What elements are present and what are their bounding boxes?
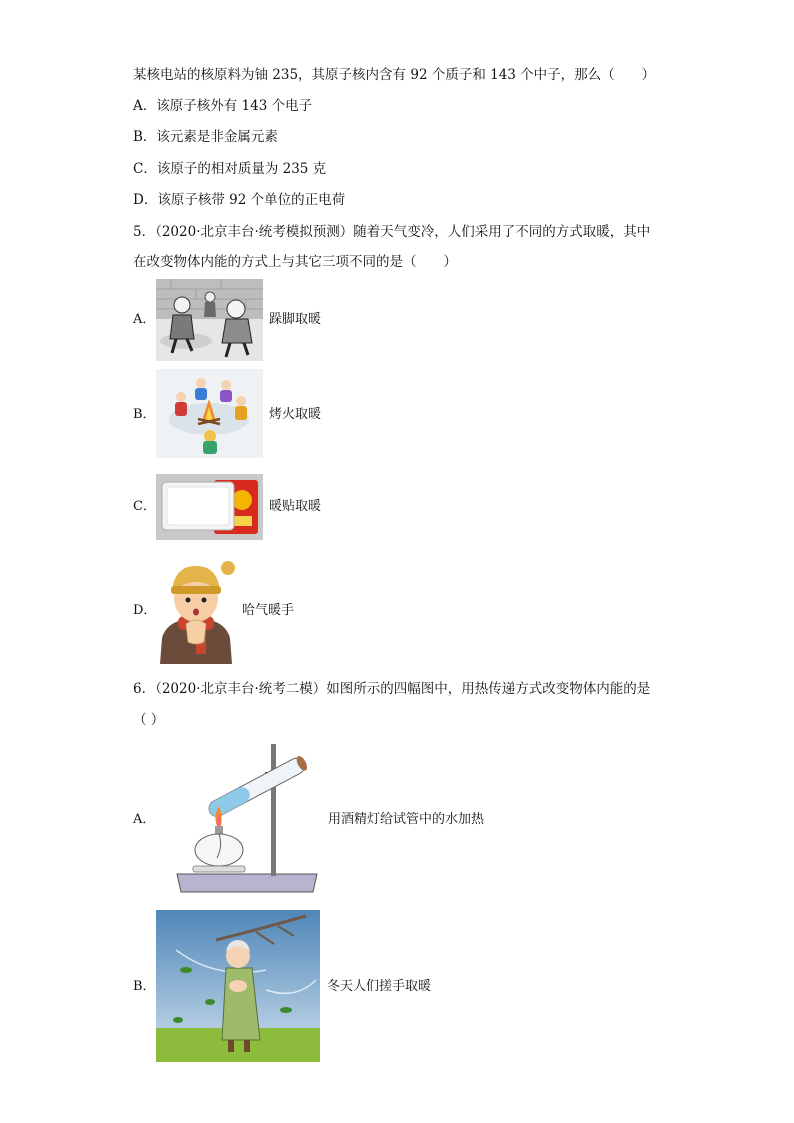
q5-option-d-caption: 哈气暖手 — [242, 603, 295, 618]
alcohol-lamp-test-tube-illustration — [173, 742, 321, 894]
q4-option-a: A．该原子核外有 143 个电子 — [133, 98, 313, 114]
q5-option-a-letter: A． — [133, 312, 156, 327]
heat-patch-photo — [156, 474, 263, 540]
rubbing-hands-illustration — [156, 910, 320, 1062]
q6-option-b-caption: 冬天人们搓手取暖 — [327, 979, 432, 994]
q4-option-b: B．该元素是非金属元素 — [133, 129, 278, 145]
campfire-illustration — [156, 369, 263, 458]
q6-stem-line2: （ ） — [133, 712, 165, 728]
q4-option-c: C．该原子的相对质量为 235 克 — [133, 161, 327, 177]
q5-option-d-letter: D． — [133, 603, 157, 618]
q5-option-c-letter: C． — [133, 499, 156, 514]
q5-option-c-caption: 暖贴取暖 — [269, 499, 322, 514]
q5-option-b-letter: B． — [133, 407, 156, 422]
q5-stem-line2: 在改变物体内能的方式上与其它三项不同的是（ ） — [133, 254, 457, 270]
q6-option-a-caption: 用酒精灯给试管中的水加热 — [328, 812, 485, 827]
q5-option-a-caption: 跺脚取暖 — [269, 312, 322, 327]
q5-stem-line1: 5．（2020·北京丰台·统考模拟预测）随着天气变冷，人们采用了不同的方式取暖，其中 — [133, 224, 651, 240]
breathing-on-hands-illustration — [156, 558, 236, 664]
q4-option-d: D．该原子核带 92 个单位的正电荷 — [133, 192, 346, 208]
q6-option-b-letter: B． — [133, 979, 156, 994]
stomping-feet-illustration — [156, 279, 263, 361]
q5-option-b-caption: 烤火取暖 — [269, 407, 322, 422]
q6-option-a-letter: A． — [133, 812, 156, 827]
q4-stem: 某核电站的核原料为铀 235，其原子核内含有 92 个质子和 143 个中子，那么（ ） — [133, 67, 656, 83]
q6-stem-line1: 6．（2020·北京丰台·统考二模）如图所示的四幅图中，用热传递方式改变物体内能的是 — [133, 681, 651, 697]
